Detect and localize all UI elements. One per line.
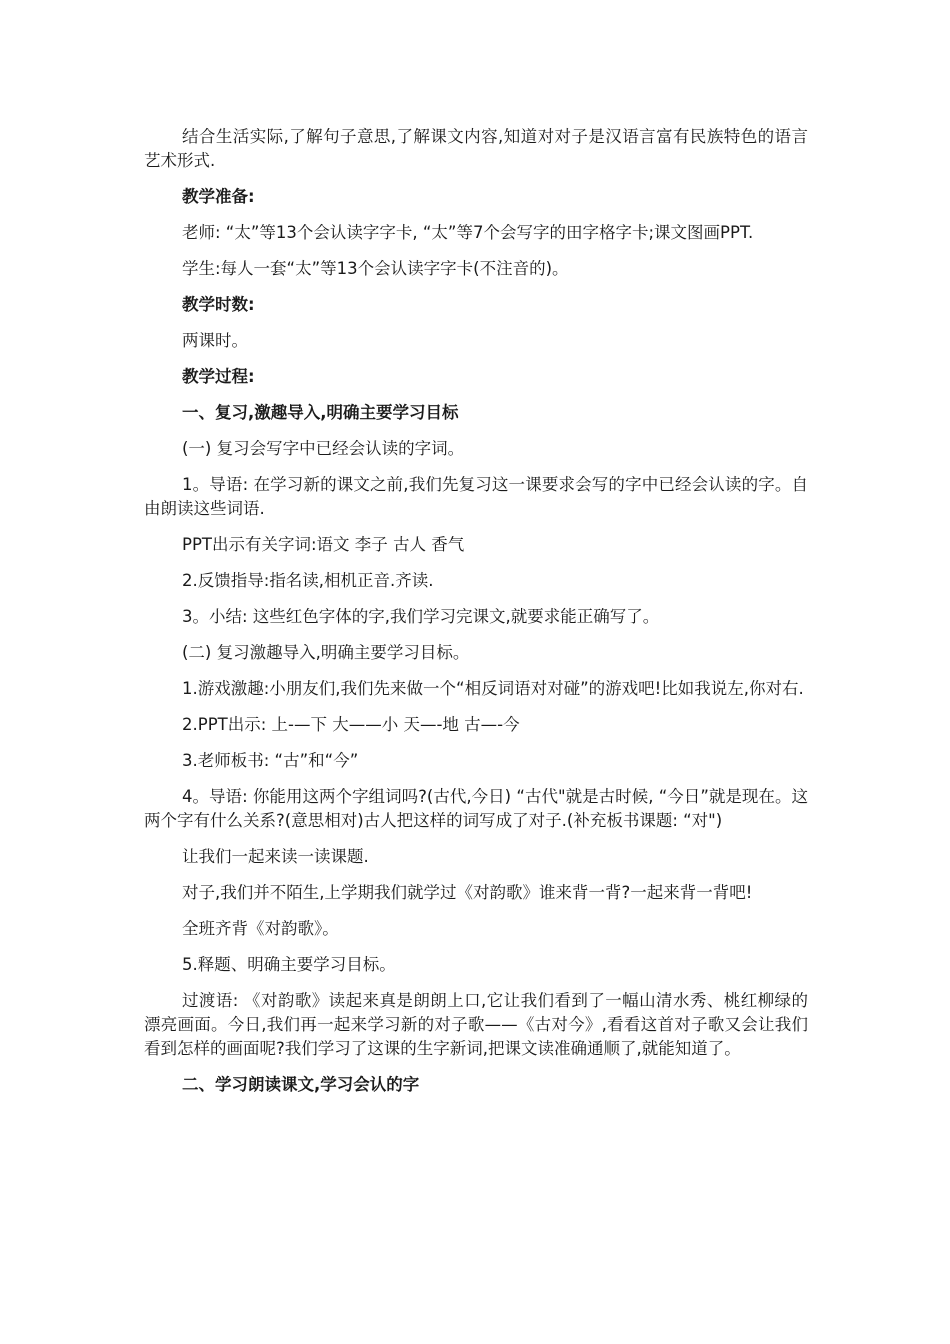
body-paragraph: 1.游戏激趣:小朋友们,我们先来做一个“相反词语对对碰”的游戏吧!比如我说左,你对右. <box>182 679 804 698</box>
body-paragraph: PPT出示有关字词:语文 李子 古人 香气 <box>182 535 465 554</box>
body-paragraph: 3。小结: 这些红色字体的字,我们学习完课文,就要求能正确写了。 <box>182 607 660 626</box>
body-paragraph: 学生:每人一套“太”等13个会认读字字卡(不注音的)。 <box>182 259 569 278</box>
body-paragraph: 5.释题、明确主要学习目标。 <box>182 955 396 974</box>
body-paragraph: 全班齐背《对韵歌》。 <box>182 919 339 938</box>
body-paragraph: 2.PPT出示: 上-—下 大——小 天—-地 古—-今 <box>182 715 520 734</box>
body-paragraph: 结合生活实际,了解句子意思,了解课文内容,知道对对子是汉语言富有民族特色的语言艺术形式. <box>144 127 808 170</box>
section-heading: 教学准备: <box>182 187 255 206</box>
body-paragraph: 1。导语: 在学习新的课文之前,我们先复习这一课要求会写的字中已经会认读的字。自由朗读这些词语. <box>144 475 808 518</box>
section-heading: 教学过程: <box>182 367 255 386</box>
body-paragraph: 2.反馈指导:指名读,相机正音.齐读. <box>182 571 434 590</box>
body-paragraph: 4。导语: 你能用这两个字组词吗?(古代,今日) “古代"就是古时候, “今日”就是现在。这两个字有什么关系?(意思相对)古人把这样的词写成了对子.(补充板书课题: “对") <box>144 787 808 830</box>
document-body <box>144 125 808 1097</box>
section-heading: 一、复习,激趣导入,明确主要学习目标 <box>182 403 459 422</box>
body-paragraph: 过渡语: 《对韵歌》读起来真是朗朗上口,它让我们看到了一幅山清水秀、桃红柳绿的漂亮画面。今日,我们再一起来学习新的对子歌——《古对今》,看看这首对子歌又会让我们看到怎样的画面呢?我们学习了这课的生字新词,把课文读准确通顺了,就能知道了。 <box>144 991 808 1058</box>
section-heading: 教学时数: <box>182 295 255 314</box>
body-paragraph: 两课时。 <box>182 331 248 350</box>
body-paragraph: (二) 复习激趣导入,明确主要学习目标。 <box>182 643 470 662</box>
section-heading: 二、学习朗读课文,学习会认的字 <box>182 1075 420 1094</box>
body-paragraph: 老师: “太”等13个会认读字字卡, “太”等7个会写字的田字格字卡;课文图画PPT. <box>182 223 754 242</box>
body-paragraph: 对子,我们并不陌生,上学期我们就学过《对韵歌》谁来背一背?一起来背一背吧! <box>182 883 753 902</box>
body-paragraph: 让我们一起来读一读课题. <box>182 847 369 866</box>
body-paragraph: 3.老师板书: “古”和“今” <box>182 751 359 770</box>
body-paragraph: (一) 复习会写字中已经会认读的字词。 <box>182 439 465 458</box>
